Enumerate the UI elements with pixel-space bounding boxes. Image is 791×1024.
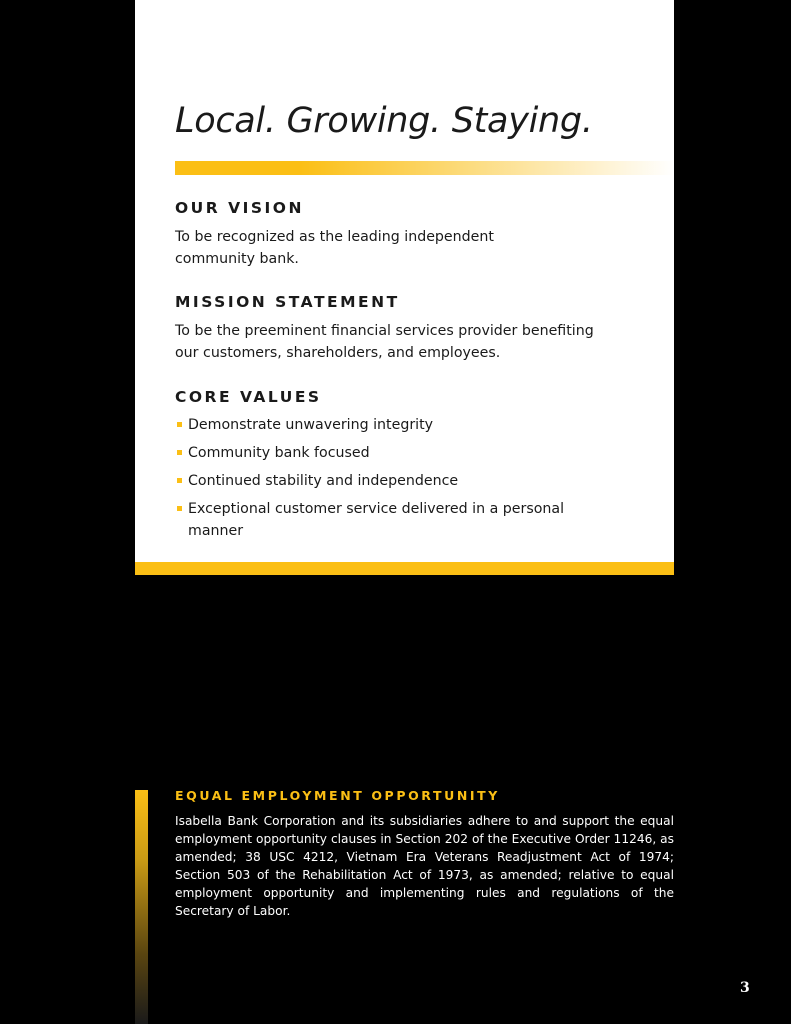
core-values-list <box>175 414 595 548</box>
vision-text-line-2: community bank. <box>175 251 299 267</box>
eeo-accent-bar <box>135 790 148 1024</box>
vision-text-line-1: To be recognized as the leading independent <box>175 229 494 245</box>
list-item-label: Exceptional customer service delivered in a personal manner <box>188 501 565 539</box>
square-bullet-icon <box>177 450 182 455</box>
square-bullet-icon <box>177 478 182 483</box>
mission-text-line-1: To be the preeminent financial services provider benefiting <box>175 323 594 339</box>
page-number: 3 <box>740 980 750 996</box>
eeo-heading: EQUAL EMPLOYMENT OPPORTUNITY <box>175 788 500 803</box>
vision-heading: OUR VISION <box>175 199 304 217</box>
list-item-label: Community bank focused <box>188 445 370 461</box>
mission-heading: MISSION STATEMENT <box>175 293 400 311</box>
list-item <box>175 414 595 436</box>
content-panel <box>135 0 674 562</box>
eeo-text: Isabella Bank Corporation and its subsidiaries adhere to and support the equal employment opportunity clauses in Section 202 of the Executive Order 11246, as amended; 38 USC 4212, Vietnam Era Veterans Readjustment Act of 1974; Section 503 of the Rehabilitation Act of 1973, as amended; relative to equal employment opportunity and implementing rules and regulations of the Secretary of Labor. <box>175 814 674 918</box>
square-bullet-icon <box>177 506 182 511</box>
mission-text-line-2: our customers, shareholders, and employees. <box>175 345 501 361</box>
vision-text <box>175 226 494 270</box>
list-item <box>175 470 595 492</box>
core-values-heading: CORE VALUES <box>175 388 322 406</box>
list-item-label: Continued stability and independence <box>188 473 459 489</box>
list-item <box>175 442 595 464</box>
square-bullet-icon <box>177 422 182 427</box>
headline-gradient-rule <box>175 161 674 175</box>
mission-text <box>175 320 594 364</box>
list-item-label: Demonstrate unwavering integrity <box>188 417 434 433</box>
panel-accent-bar <box>135 562 674 575</box>
page-headline: Local. Growing. Staying. <box>175 101 593 141</box>
list-item <box>175 498 595 542</box>
